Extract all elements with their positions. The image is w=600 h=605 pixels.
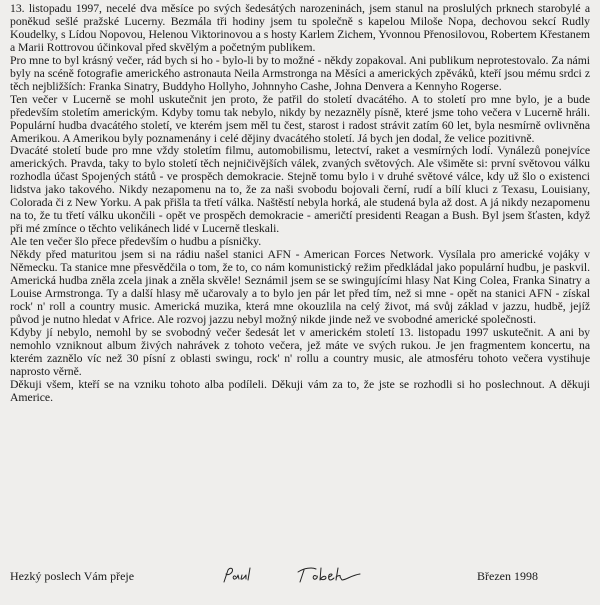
paragraph-thanks: Děkuji všem, kteří se na vzniku tohoto alba podíleli. Děkuji vám za to, že jste se rozhodli si ho poslechnout. A děkuji Americe.	[10, 377, 590, 404]
paragraph-live-album: Kdyby jí nebylo, nemohl by se svobodný večer šedesát let v americkém století 13. listopadu 1997 uskutečnit. A ani by nemohlo vzniknout album živých nahrávek z tohoto večera, jež máte ve svých rukou. Je jen fragmentem koncertu, na kterém zaznělo víc než 30 písní z oblasti swingu, rock' n' rollu a country music, ale atmosféru tohoto večera vystihuje naprosto věrně.	[10, 325, 590, 378]
closing-greeting: Hezký poslech Vám přeje	[10, 569, 135, 583]
closing-footer	[10, 562, 538, 588]
paragraph-beautiful-evening: Pro mne to byl krásný večer, rád bych si ho - bylo-li by to možné - někdy zopakoval. Ani publikum neprotestovalo. Za námi byly na scéně fotografie amerického astronauta Neila Armstronga na Měsíci a amerických zpěváků, kteří jsou mému srdci z těch nejbližších: Franka Sinatry, Buddyho Hollyho, Johnnyho Cashe, Johna Denvera a Kennyho Rogerse.	[10, 53, 590, 93]
handwritten-signature	[220, 562, 370, 588]
paragraph-music-and-songs: Ale ten večer šlo přece především o hudbu a písničky.	[10, 235, 262, 249]
paragraph-american-century: Ten večer v Lucerně se mohl uskutečnit jen proto, že patřil do století dvacátého. A to století pro mne bylo, je a bude především stoletím americkým. Kdyby tomu tak nebylo, nikdy by nezazněly písně, které jsme toho večera v Lucerně hráli. Populární hudba dvacátého století, ve kterém jsem měl tu čest, starost i radost strávit zatím 60 let, byla nesmírně ovlivněna Amerikou. A Amerikou byly poznamenány i celé dějiny dvacátého století. Já bych jen dodal, že velice pozitivně.	[10, 92, 590, 145]
paragraph-concert-intro: 13. listopadu 1997, necelé dva měsíce po svých šedesátých narozeninách, jsem stanul na proslulých prknech starobylé a poněkud sešlé pražské Lucerny. Bezmála tři hodiny jsem tu společně s kapelou Miloše Nopa, dechovou sekcí Rudly Koudelky, s Lídou Nopovou, Helenou Viktorinovou a s hosty Karlem Zichem, Yvonnou Přenosilovou, Robertem Křestanem a Marii Rottrovou účinkoval před skvělým a početným publikem.	[10, 2, 590, 54]
liner-notes-text	[10, 3, 590, 405]
closing-date: Březen 1998	[477, 569, 538, 583]
paragraph-twentieth-century: Dvacáté století bude pro mne vždy stoletím filmu, automobilismu, letectví, raket a vesmírných lodí. Vynálezů ponejvíce amerických. Pravda, taky to bylo století těch nejničivějších válek, zvaných světových. Ale všiměte si: první světovou válku rozhodla účast Spojených států - ve prospěch demokracie. Stejně tomu bylo i v druhé světové válce, kdy už šlo o existenci lidstva jako takového. Nikdy nezapomenu na to, že za naši svobodu bojovali černí, rudí a bílí kluci z Texasu, Louisiany, Colorada či z New Yorku. A pak přišla ta třetí válka. Naštěstí nebyla horká, ale studená byla až dost. A já nikdy nezapomenu na to, že tu třetí válku ukončili - opět ve prospěch demokracie - američtí presidenti Reagan a Bush. Byl jsem šťasten, když při mé zmínce o těchto velikánech lidé v Lucerně tleskali.	[10, 144, 590, 236]
paragraph-afn-radio: Někdy před maturitou jsem si na rádiu našel stanici AFN - American Forces Network. Vysílala pro americké vojáky v Německu. Ta stanice mne přesvědčila o tom, že to, co nám komunistický režim předkládal jako populární hudbu, je paskvil. Americká hudba zněla zcela jinak a zněla skvěle! Seznámil jsem se se swingujícími hlasy Nat King Colea, Franka Sinatry a Louise Armstronga. Ty a další hlasy mě učarovaly a to bylo jen pár let před tím, než si mne - opět na stanici AFN - získal rock' n' roll a country music. Americká muzika, která mne okouzlila na celý život, má svůj základ v jazzu, hudbě, jejíž původ je nutno hledat v Africe. Ale rozvoj jazzu nebyl možný nikde jinde než ve svobodné americké společnosti.	[10, 248, 590, 326]
